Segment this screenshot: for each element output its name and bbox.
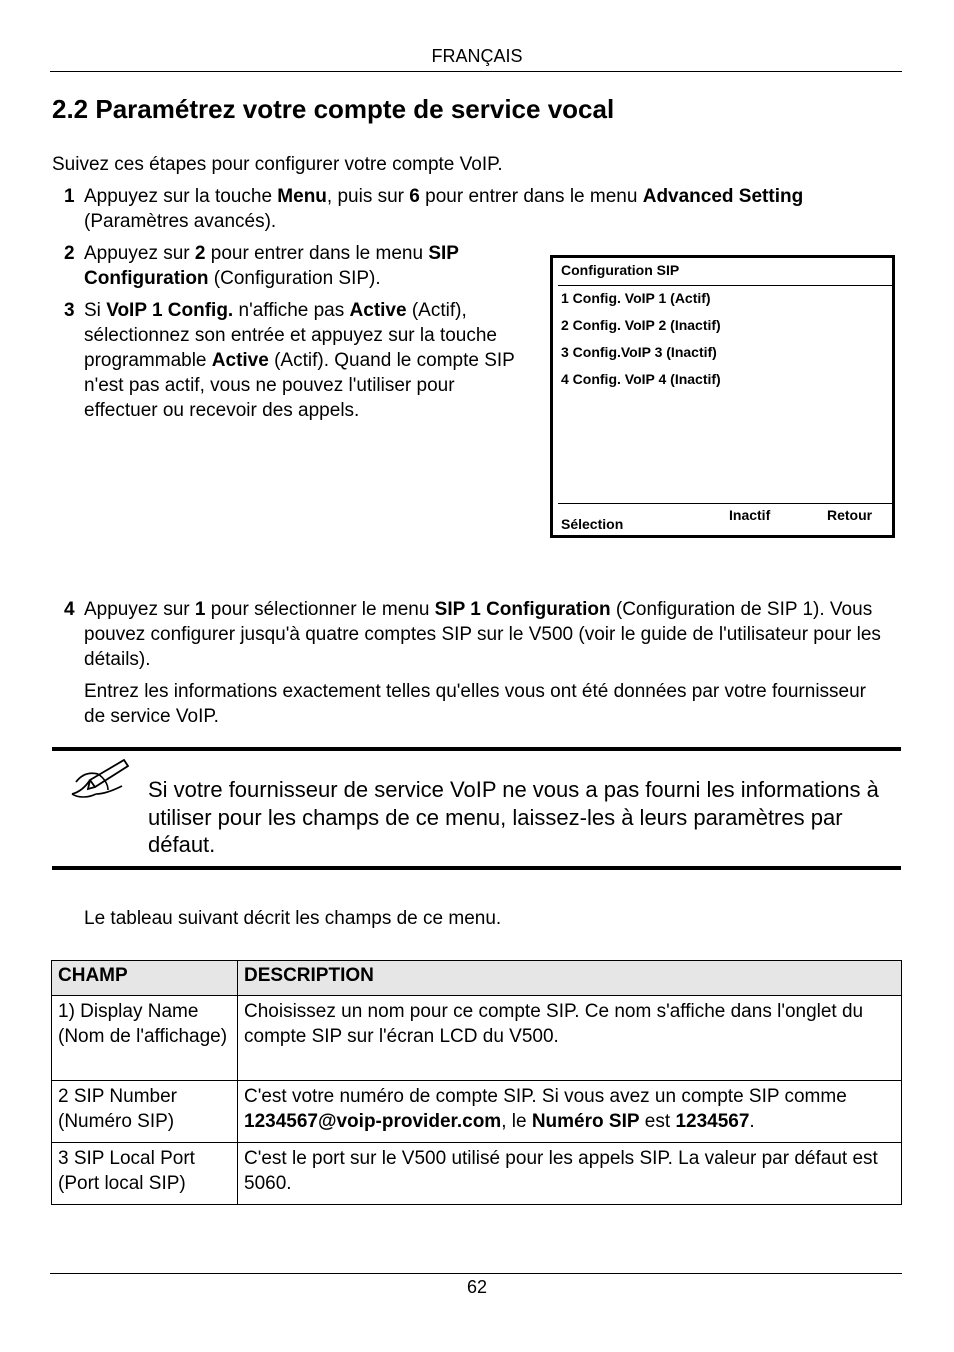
intro-text: Suivez ces étapes pour configurer votre compte VoIP.	[52, 154, 503, 175]
lcd-divider	[558, 503, 892, 504]
step-2-text: Appuyez sur 2 pour entrer dans le menu SIP Configuration (Configuration SIP).	[84, 243, 459, 289]
table-intro: Le tableau suivant décrit les champs de ce menu.	[84, 908, 502, 929]
lcd-menu-item: 2 Config. VoIP 2 (Inactif)	[561, 317, 721, 333]
lcd-divider	[558, 285, 892, 286]
lcd-title: Configuration SIP	[561, 262, 680, 278]
softkey-middle: Inactif	[729, 507, 771, 523]
page-header-language: FRANÇAIS	[431, 46, 523, 66]
note-top-rule	[52, 747, 901, 751]
page-number: 62	[466, 1277, 488, 1297]
step-3-text: Si VoIP 1 Config. n'affiche pas Active (Actif), sélectionnez son entrée et appuyez sur la touche programmable Active (Actif). Quand le compte SIP n'est pas actif, vous ne pouvez l'utiliser pour effectuer ou recevoir des appels.	[84, 300, 515, 421]
lcd-menu-item: 3 Config.VoIP 3 (Inactif)	[561, 344, 717, 360]
step-4-text: Appuyez sur 1 pour sélectionner le menu SIP 1 Configuration (Configuration de SIP 1). Vous pouvez configurer jusqu'à quatre comptes SIP sur le V500 (voir le guide de l'utilisateur pour les détails).	[84, 599, 881, 670]
header-rule	[50, 71, 902, 72]
column-header: CHAMP	[52, 961, 238, 996]
description-cell: C'est votre numéro de compte SIP. Si vous avez un compte SIP comme 1234567@voip-provider.com, le Numéro SIP est 1234567.	[238, 1081, 902, 1143]
step-number: 1	[64, 186, 75, 207]
column-header: DESCRIPTION	[238, 961, 902, 996]
lcd-screen	[550, 255, 895, 538]
fields-table	[51, 960, 902, 1205]
table-row	[52, 1081, 902, 1143]
step-1-text: Appuyez sur la touche Menu, puis sur 6 pour entrer dans le menu Advanced Setting (Paramètres avancés).	[84, 186, 804, 232]
note-text: Si votre fournisseur de service VoIP ne vous a pas fourni les informations à utiliser pour les champs de ce menu, laissez-les à leurs paramètres par défaut.	[148, 777, 879, 857]
description-cell: C'est le port sur le V500 utilisé pour les appels SIP. La valeur par défaut est 5060.	[238, 1143, 902, 1205]
table-header-row	[52, 961, 902, 996]
section-title: 2.2 Paramétrez votre compte de service vocal	[52, 94, 615, 124]
softkey-left: Sélection	[561, 516, 624, 532]
description-cell: Choisissez un nom pour ce compte SIP. Ce nom s'affiche dans l'onglet du compte SIP sur l'écran LCD du V500.	[238, 996, 902, 1081]
footer-rule	[50, 1273, 902, 1274]
pencil-note-icon	[68, 756, 130, 800]
step-number: 4	[64, 599, 75, 620]
softkey-right: Retour	[827, 507, 873, 523]
field-name-cell: 1) Display Name (Nom de l'affichage)	[52, 996, 238, 1081]
note-bottom-rule	[52, 866, 901, 870]
table-row	[52, 996, 902, 1081]
step-number: 3	[64, 300, 75, 321]
step-number: 2	[64, 243, 75, 264]
field-name-cell: 2 SIP Number (Numéro SIP)	[52, 1081, 238, 1143]
lcd-menu-item: 4 Config. VoIP 4 (Inactif)	[561, 371, 721, 387]
lcd-menu-item: 1 Config. VoIP 1 (Actif)	[561, 290, 711, 306]
step-4-followup: Entrez les informations exactement telles qu'elles vous ont été données par votre fournisseur de service VoIP.	[84, 681, 866, 727]
field-name-cell: 3 SIP Local Port (Port local SIP)	[52, 1143, 238, 1205]
table-row	[52, 1143, 902, 1205]
